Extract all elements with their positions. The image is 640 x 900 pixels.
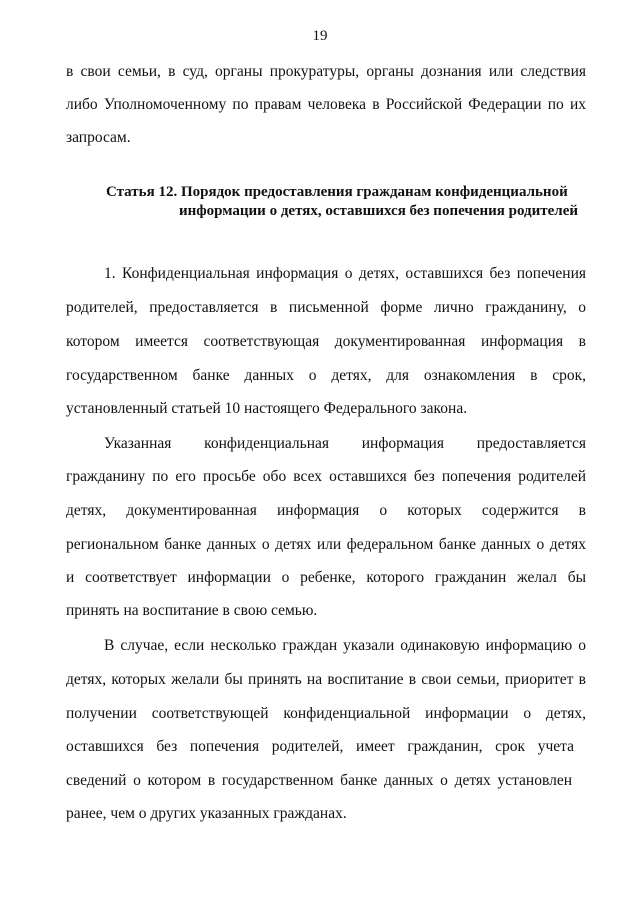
paragraph1-line-2: родителей, предоставляется в письменной форме лично гражданину, о (66, 299, 586, 316)
paragraph3-line-1: В случае, если несколько граждан указали одинаковую информацию о (104, 637, 586, 654)
paragraph2-line-6: принять на воспитание в свою семью. (66, 602, 318, 619)
paragraph3-line-6: ранее, чем о других указанных гражданах. (66, 805, 347, 822)
paragraph2-line-5: и соответствует информации о ребенке, которого гражданин желал бы (66, 569, 586, 586)
paragraph1-line-4: государственном банке данных о детях, для ознакомления в срок, (66, 367, 586, 384)
intro-line-3: запросам. (66, 129, 131, 146)
paragraph2-line-4: региональном банке данных о детях или федеральном банке данных о детях (66, 536, 586, 553)
page-number: 19 (312, 28, 328, 44)
article-heading-line-2: информации о детях, оставшихся без попечения родителей (179, 203, 579, 219)
paragraph3-line-5: сведений о котором в государственном банке данных о детях установлен (66, 772, 572, 789)
paragraph1-line-1: 1. Конфиденциальная информация о детях, оставшихся без попечения (104, 265, 586, 282)
paragraph3-line-2: детях, которых желали бы принять на воспитание в свои семьи, приоритет в (66, 671, 586, 688)
paragraph1-line-3: котором имеется соответствующая документированная информация в (66, 333, 586, 350)
intro-line-2: либо Уполномоченному по правам человека в Российской Федерации по их (66, 96, 586, 113)
paragraph2-line-1: Указанная конфиденциальная информация предоставляется (104, 435, 586, 452)
paragraph2-line-3: детях, документированная информация о которых содержится в (66, 502, 586, 519)
article-heading-line-1: Статья 12. Порядок предоставления гражданам конфиденциальной (106, 184, 568, 200)
paragraph2-line-2: гражданину по его просьбе обо всех оставшихся без попечения родителей (66, 468, 586, 485)
paragraph3-line-3: получении соответствующей конфиденциальной информации о детях, (66, 705, 586, 722)
paragraph3-line-4: оставшихся без попечения родителей, имеет гражданин, срок учета (66, 738, 574, 755)
intro-line-1: в свои семьи, в суд, органы прокуратуры, органы дознания или следствия (66, 63, 586, 80)
paragraph1-line-5: установленный статьей 10 настоящего Федерального закона. (66, 400, 468, 417)
